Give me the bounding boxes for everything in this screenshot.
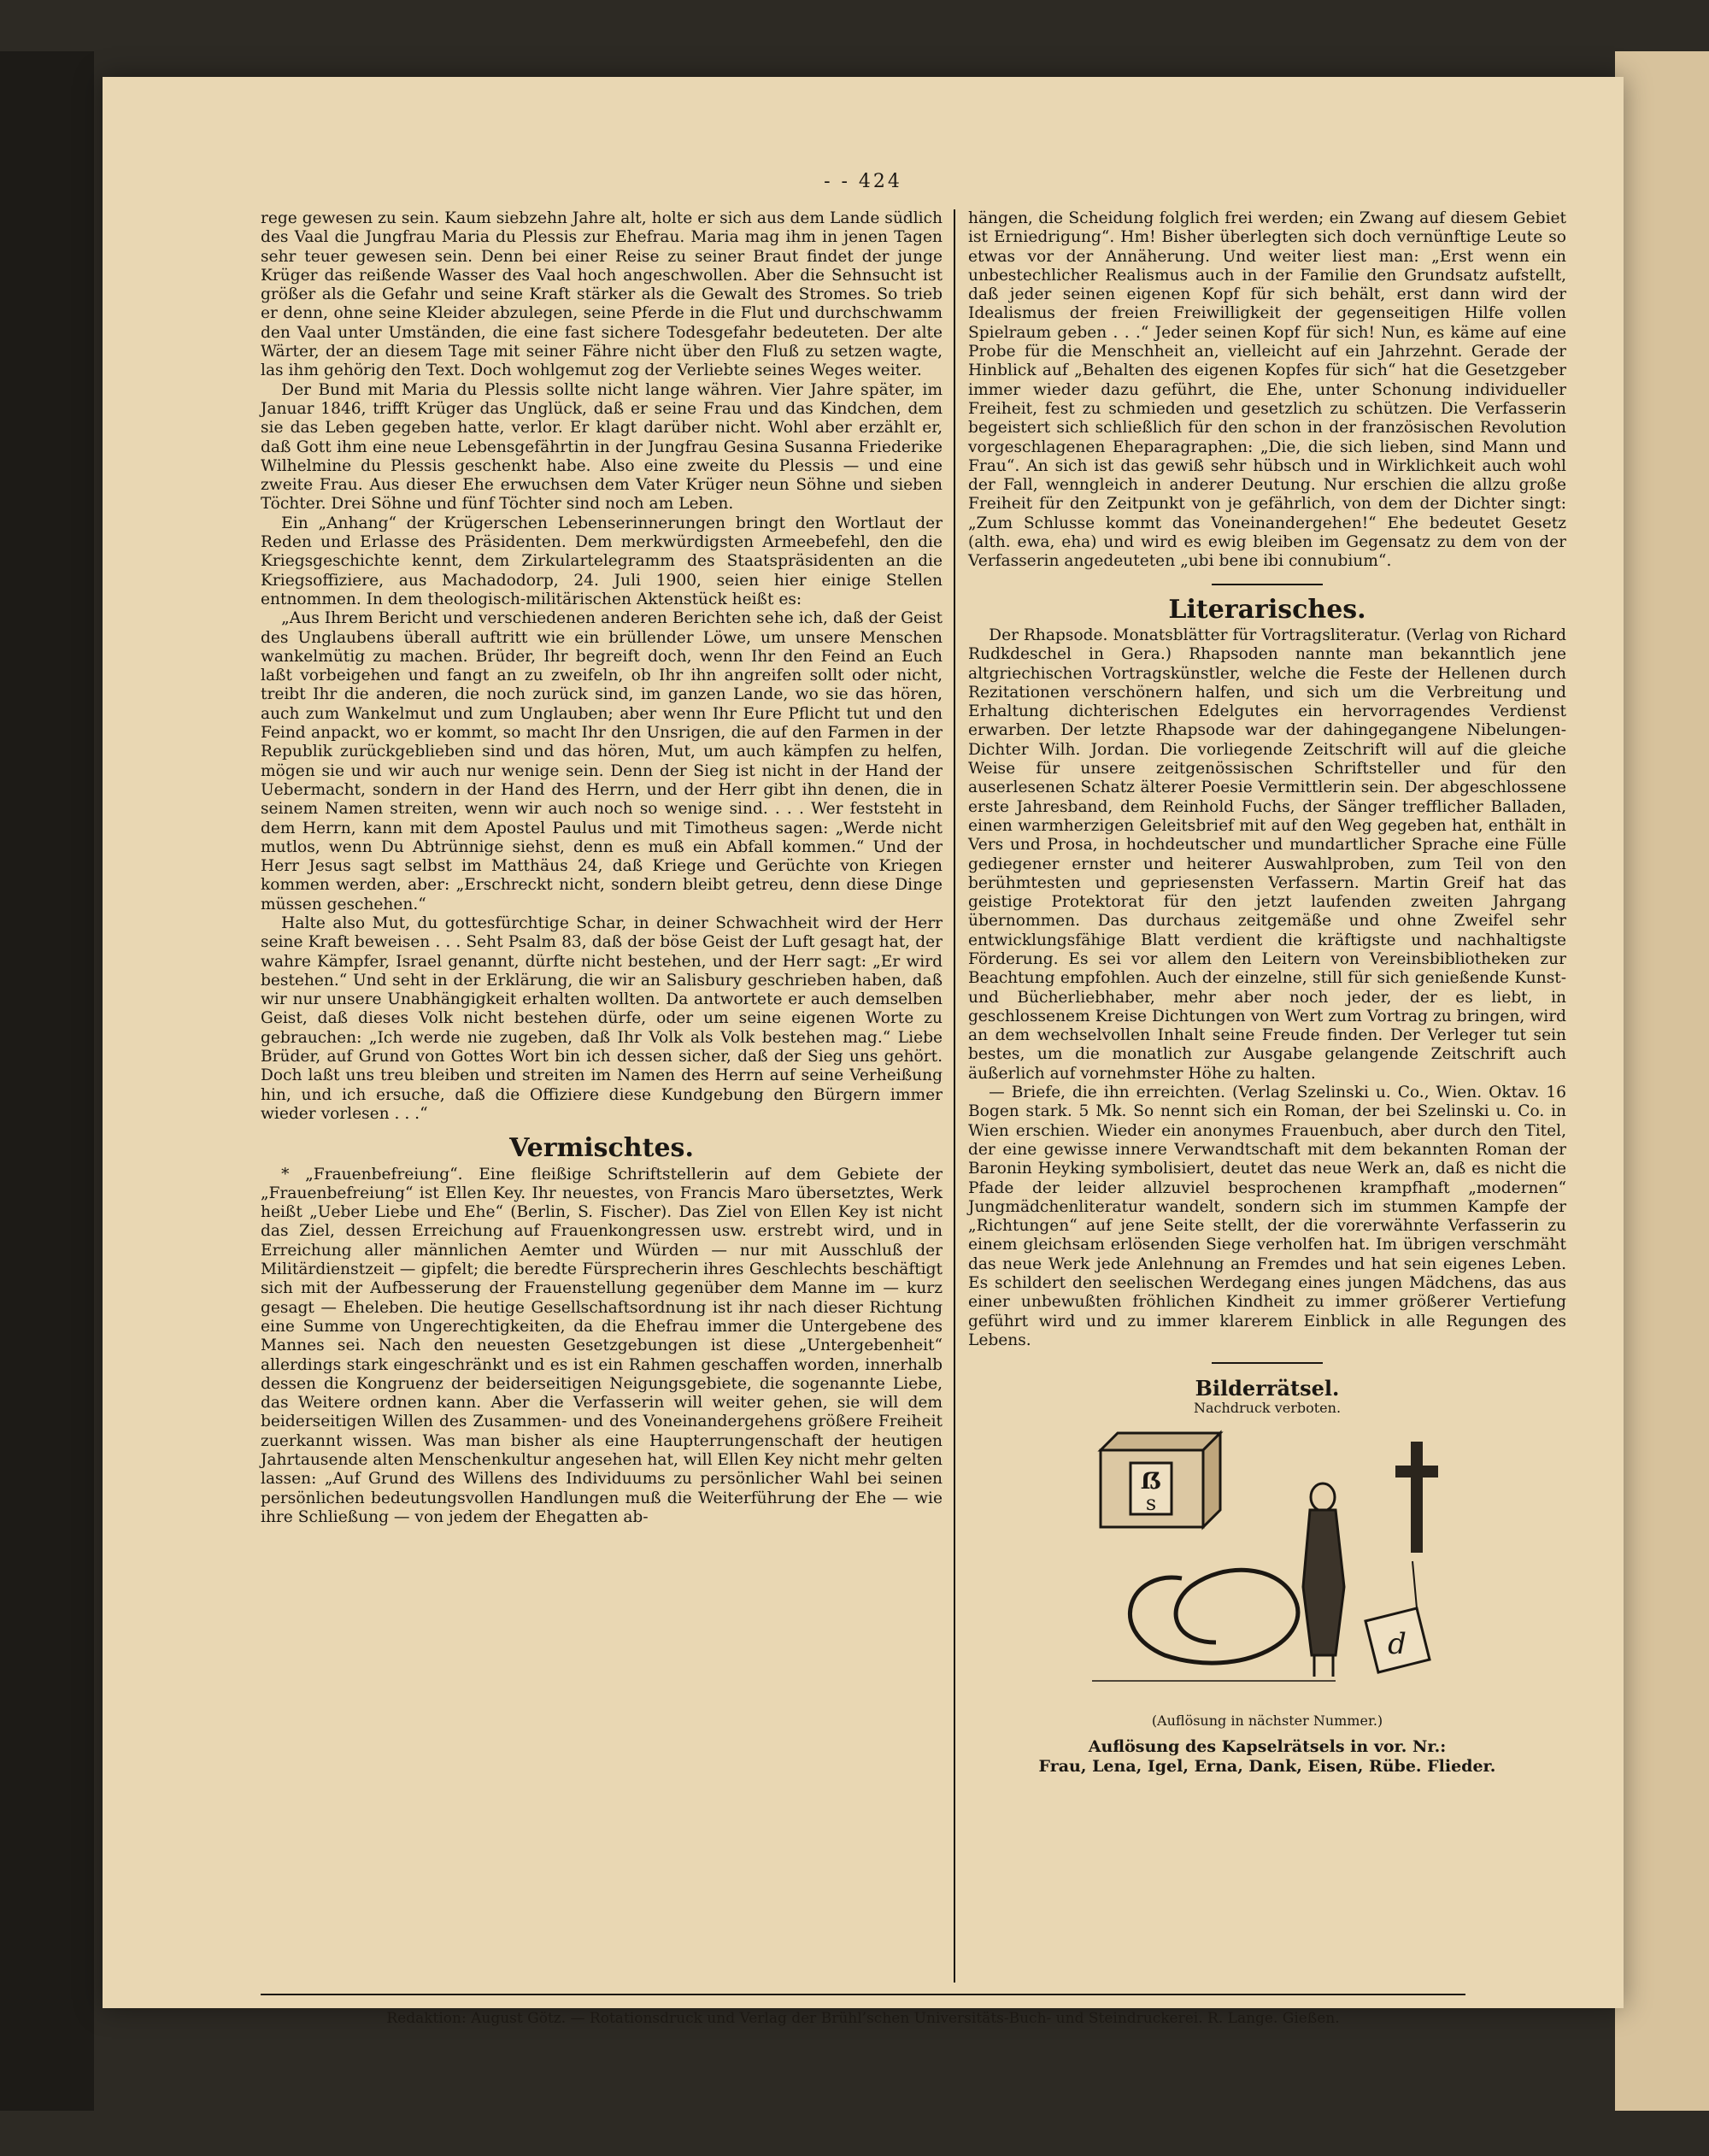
vermischtes-heading: Vermischtes.	[509, 1133, 694, 1164]
page-number: - - 424	[824, 171, 902, 192]
left-paragraph-5: Halte also Mut, du gottesfürchtige Schar, in deiner Schwachheit wird der Herr seine Kraft beweisen . . . Seht Psalm 83, daß der böse Geist der Luft gesagt hat, der wahre Kämpfer, Israel genannt, dürfte nicht bestehen, und der Herr sagt: „Er wird bestehen.“ Und seht in der Erklärung, die wir an Salisbury geschrieben haben, daß wir nur unsere Unabhängigkeit erhalten wollten. Da antwortete er auch demselben Geist, daß dieses Volk nicht bestehen dürfe, oder um seine eigenen Worte zu gebrauchen: „Ich werde nie zugeben, daß Ihr Volk als Volk bestehen mag.“ Liebe Brüder, auf Grund von Gottes Wort bin ich dessen sicher, daß der Sieg uns gehört. Doch laßt uns treu bleiben und streiten im Namen des Herrn auf seine Verheißung hin, und ich ersuche, daß die Offiziere diese Kundgebung den Bürgern immer wieder vorlesen . . .“	[261, 914, 943, 1123]
scan-edge-right	[1615, 51, 1709, 2111]
puzzle-box-glyph-bottom: s	[1145, 1490, 1157, 1515]
puzzle-caption: (Auflösung in nächster Nummer.)	[1151, 1712, 1383, 1730]
puzzle-box-glyph-top: ẞ	[1140, 1468, 1162, 1495]
right-paragraph-1: hängen, die Scheidung folglich frei werden; ein Zwang auf diesem Gebiet ist Erniedrigung“. Hm! Bisher überlegten sich doch vernünftige Leute so etwas vor der Annäherung. Und weiter liest man: „Erst wenn ein unbestechlicher Realismus auch in der Familie den Grundsatz aufstellt, daß jeder seinen eigenen Kopf für sich behält, erst dann wird der Idealismus der freien Freiwilligkeit der gegenseitigen Hilfe vollen Spielraum geben . . .“ Jeder seinen Kopf für sich! Nun, es käme auf eine Probe für die Menschheit an, vielleicht auf ein Jahrzehnt. Gerade der Hinblick auf „Behalten des eigenen Kopfes für sich“ hat die Gesetzgeber immer wieder dazu geführt, die Ehe, unter Schonung individueller Freiheit, fest zu schmieden und gesetzlich zu schützen. Die Verfasserin begeistert sich schließlich für den schon in der französischen Revolution vorgeschlagenen Eheparagraphen: „Die, die sich lieben, sind Mann und Frau“. An sich ist das gewiß sehr hübsch und in Wirklichkeit auch wohl der Fall, wenngleich in anderer Deutung. Nur erschien die allzu große Freiheit für den Zeitpunkt von je gefährlich, von dem der Dichter singt: „Zum Schlusse kommt das Voneinandergehen!“ Ehe bedeutet Gesetz (alth. ewa, eha) und wird es ewig bleiben im Gegensatz zu dem von der Verfasserin angedeuteten „ubi bene ibi connubium“.	[968, 209, 1566, 571]
section-rule-2	[1212, 1362, 1323, 1364]
puzzle-note: Nachdruck verboten.	[1193, 1399, 1342, 1416]
left-paragraph-3: Ein „Anhang“ der Krügerschen Lebenserinnerungen bringt den Wortlaut der Reden und Erlasse des Präsidenten. Dem merkwürdigsten Armeebefehl, den die Kriegsgeschichte kennt, dem Zirkulartelegramm des Staatspräsidenten an die Kriegsoffiziere, aus Machadodorp, 24. Juli 1900, seien hier einige Stellen entnommen. In dem theologisch-militärischen Aktenstück heißt es:	[261, 514, 943, 608]
puzzle-title: Bilderrätsel.	[1195, 1376, 1340, 1401]
solution-title: Auflösung des Kapselrätsels in vor. Nr.:	[1088, 1737, 1447, 1757]
left-paragraph-1: rege gewesen zu sein. Kaum siebzehn Jahre alt, holte er sich aus dem Lande südlich des Vaal die Jungfrau Maria du Plessis zur Ehefrau. Maria mag ihm in jenen Tagen sehr teuer gewesen sein. Denn bei einer Reise zu seiner Braut findet der junge Krüger das reißende Wasser des Vaal hoch angeschwollen. Aber die Sehnsucht ist größer als die Gefahr und seine Kraft stärker als die Gewalt des Stromes. So trieb er denn, ohne seine Kleider abzulegen, seine Pferde in die Flut und durchschwamm den Vaal unter Umständen, die eine fast sichere Todesgefahr bedeuteten. Der alte Wärter, der an diesem Tage mit seiner Fähre nicht über den Fluß zu setzen wagte, las ihm gehörig den Text. Doch wohlgemut zog der Verliebte seines Weges weiter.	[261, 209, 943, 380]
left-paragraph-2: Der Bund mit Maria du Plessis sollte nicht lange währen. Vier Jahre später, im Januar 1846, trifft Krüger das Unglück, daß er seine Frau und das Kindchen, dem sie das Leben gegeben hatte, verlor. Er klagt darüber nicht. Wohl aber erzählt er, daß Gott ihm eine neue Lebensgefährtin in der Jungfrau Gesina Susanna Friederike Wilhelmine du Plessis geschenkt habe. Also eine zweite du Plessis — und eine zweite Frau. Aus dieser Ehe erwuchsen dem Vater Krüger neun Söhne und sieben Töchter. Drei Söhne und fünf Töchter sind noch am Leben.	[261, 380, 943, 514]
left-column	[261, 209, 943, 1527]
left-paragraph-6: * „Frauenbefreiung“. Eine fleißige Schriftstellerin auf dem Gebiete der „Frauenbefreiung“ ist Ellen Key. Ihr neuestes, von Francis Maro übersetztes, Werk heißt „Ueber Liebe und Ehe“ (Berlin, S. Fischer). Das Ziel von Ellen Key ist nicht das Ziel, dessen Erreichung auf Frauenkongressen usw. erstrebt wird, und in Erreichung aller männlichen Aemter und Würden — nur mit Ausschluß der Militärdienstzeit — gipfelt; die beredte Fürsprecherin ihres Geschlechts beschäftigt sich mit der Aufbesserung der Frauenstellung gegenüber dem Manne im — kurz gesagt — Eheleben. Die heutige Gesellschaftsordnung ist ihr nach dieser Richtung eine Summe von Ungerechtigkeiten, da die Ehefrau immer die Untergebene des Mannes sei. Nach den neuesten Gesetzgebungen ist diese „Untergebenheit“ allerdings stark eingeschränkt und es ist ein Rahmen geschaffen worden, innerhalb dessen die Kongruenz der beiderseitigen Neigungsgebiete, die sogenannte Liebe, das Weitere ordnen kann. Aber die Verfasserin will weiter gehen, sie will dem beiderseitigen Willen des Zusammen- und des Voneinandergehens größere Freiheit zuerkannt wissen. Was man bisher als eine Haupterrungenschaft der heutigen Jahrtausende alten Menschenkultur angesehen hat, will Ellen Key nicht mehr gelten lassen: „Auf Grund des Willens des Individuums zu persönlicher Wahl bei seinen persönlichen bedeutungsvollen Handlungen muß die Weiterführung der Ehe — wie ihre Schließung — von jedem der Ehegatten ab-	[261, 1165, 943, 1526]
literarisches-heading: Literarisches.	[1168, 594, 1366, 625]
footer-imprint: Redaktion: August Götz. — Rotationsdruck und Verlag der Brühl’schen Universitäts-Buch- und Steindruckerei. R. Lange. Gießen.	[386, 2010, 1340, 2027]
footer-rule	[261, 1994, 1465, 1995]
section-rule	[1212, 584, 1323, 585]
newspaper-page	[103, 77, 1624, 2027]
puzzle-illustration	[1079, 1425, 1455, 1707]
puzzle-card-glyph: d	[1388, 1626, 1407, 1661]
picture-puzzle	[968, 1376, 1566, 1776]
right-paragraph-3: — Briefe, die ihn erreichten. (Verlag Szelinski u. Co., Wien. Oktav. 16 Bogen stark. 5 Mk. So nennt sich ein Roman, der bei Szelinski u. Co. in Wien erschien. Wieder ein anonymes Frauenbuch, aber durch den Titel, der eine gewisse innere Verwandtschaft mit dem bekannten Roman der Baronin Heyking symbolisiert, deutet das neue Werk an, daß es nicht die Pfade der leider allzuviel besprochenen krampfhaft „modernen“ Jungmädchenliteratur wandelt, sondern sich im stummen Kampfe der „Richtungen“ auf jene Seite stellt, der die vorerwähnte Verfasserin zu einem gleichsam erlösenden Siege verholfen hat. Im übrigen verschmäht das neue Werk jede Anlehnung an Fremdes und hat sein eigenes Leben. Es schildert den seelischen Werdegang eines jungen Mädchens, das aus einer unbewußten fröhlichen Kindheit zu immer größerer Vertiefung geführt wird und zu immer klarerem Einblick in alle Regungen des Lebens.	[968, 1084, 1566, 1349]
right-paragraph-2: Der Rhapsode. Monatsblätter für Vortragsliteratur. (Verlag von Richard Rudkdeschel in Gera.) Rhapsoden nannte man bekanntlich jene altgriechischen Vortragskünstler, welche die Feste der Hellenen durch Rezitationen verschönern halfen, und sich um die Verbreitung und Erhaltung dichterischen Edelgutes ein hervorragendes Verdienst erwarben. Der letzte Rhapsode war der dahingegangene Nibelungen-Dichter Wilh. Jordan. Die vorliegende Zeitschrift will auf die gleiche Weise für unsere zeitgenössischen Schriftsteller und für den auserlesenen Schatz älterer Poesie Vermittlerin sein. Der abgeschlossene erste Jahresband, dem Reinhold Fuchs, der Sänger trefflicher Balladen, einen warmherzigen Geleitsbrief mit auf den Weg gegeben hat, enthält in Vers und Prosa, in hochdeutscher und mundartlicher Sprache eine Fülle gediegener ernster und heiterer Auswahlproben, zum Teil von den berühmtesten und gepriesensten Verfassern. Martin Greif hat das geistige Protektorat für den jetzt laufenden zweiten Jahrgang übernommen. Das durchaus zeitgemäße und ohne Zweifel sehr entwicklungsfähige Blatt verdient die kräftigste und nachhaltigste Förderung. Es sei vor allem den Leitern von Vereinsbibliotheken zur Beachtung empfohlen. Auch der einzelne, still für sich genießende Kunst- und Bücherliebhaber, mehr aber noch jeder, der es liebt, in geschlossenem Kreise Dichtungen von Wert zum Vortrag zu bringen, wird an dem wechselvollen Inhalt seine Freude finden. Der Verleger tut sein bestes, um die monatlich zur Ausgabe gelangende Zeitschrift auch äußerlich auf vornehmster Höhe zu halten.	[968, 626, 1566, 1083]
solution-text: Frau, Lena, Igel, Erna, Dank, Eisen, Rübe. Flieder.	[1038, 1756, 1496, 1776]
column-divider	[954, 209, 955, 1983]
scan-edge-left	[0, 51, 94, 2111]
left-paragraph-4: „Aus Ihrem Bericht und verschiedenen anderen Berichten sehe ich, daß der Geist des Unglaubens überall auftritt wie ein brüllender Löwe, um unsere Menschen wankelmütig zu machen. Brüder, Ihr begreift doch, wenn Ihr den Feind an Euch laßt vorbeigehen und fangt an zu zweifeln, ob Ihr ihn angreifen sollt oder nicht, treibt Ihr die anderen, die noch zurück sind, im ganzen Lande, wo sie das hören, auch zum Wankelmut und zum Unglauben; aber wenn Ihr Eure Pflicht tut und den Feind anpackt, wo er kommt, so macht Ihr den Unsrigen, die auf den Farmen in der Republik zurückgeblieben sind und das hören, Mut, um auch kämpfen zu helfen, mögen sie und wir auch nur wenige sein. Denn der Sieg ist nicht in der Hand der Uebermacht, sondern in der Hand des Herrn, und der Herr gibt ihn denen, die in seinem Namen streiten, wenn wir auch noch so wenige sind. . . . Wer feststeht in dem Herrn, kann mit dem Apostel Paulus und mit Timotheus sagen: „Werde nicht mutlos, wenn Du Abtrünnige siehst, denn es muß ein Abfall kommen.“ Und der Herr Jesus sagt selbst im Matthäus 24, daß Kriege und Gerüchte von Kriegen kommen werden, aber: „Erschreckt nicht, sondern bleibt getreu, denn diese Dinge müssen geschehen.“	[261, 609, 943, 914]
right-column	[968, 209, 1566, 1776]
